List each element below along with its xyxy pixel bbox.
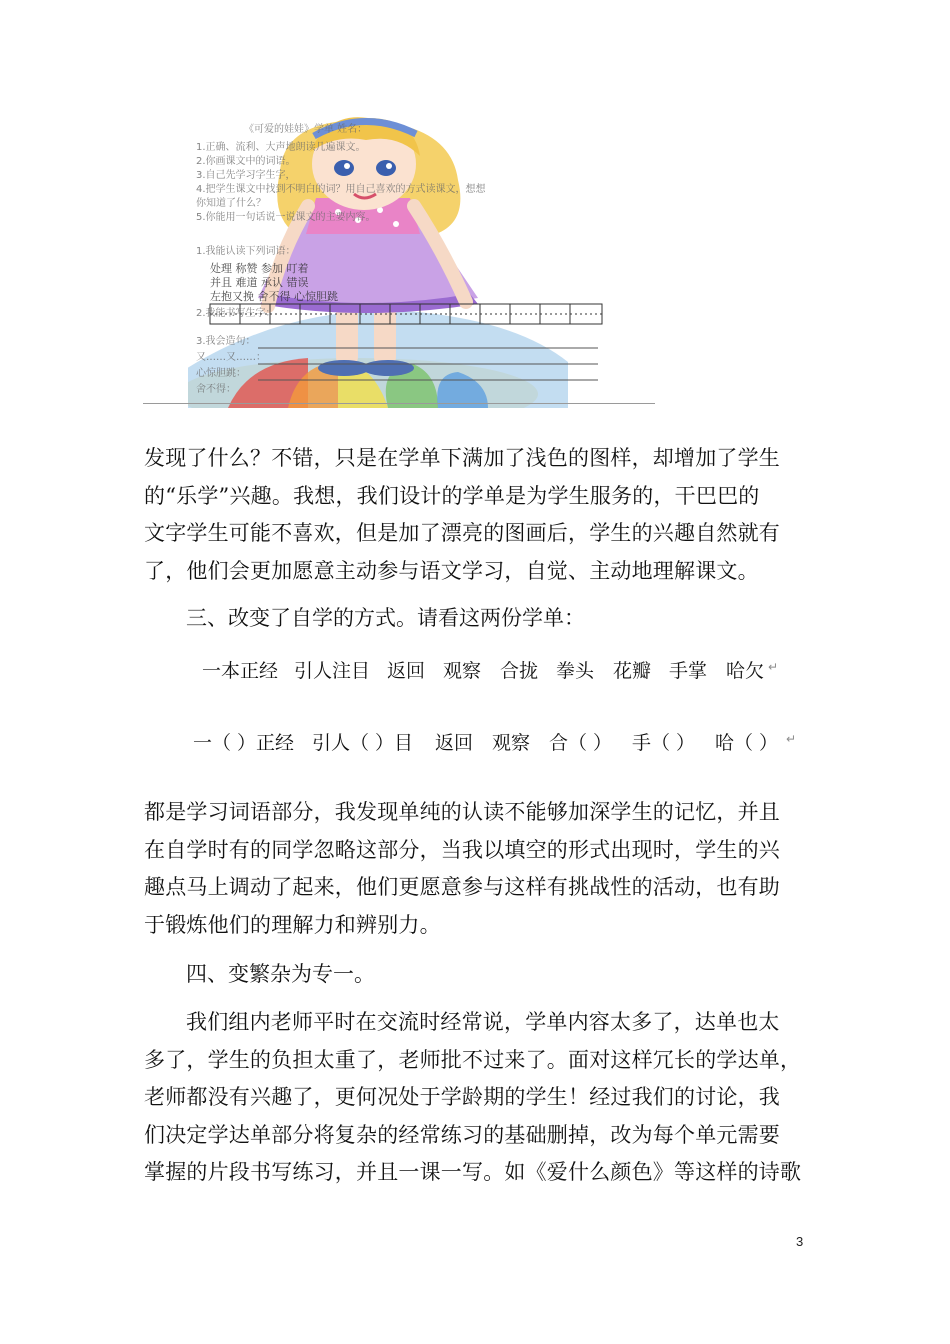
text-line: 都是学习词语部分，我发现单纯的认读不能够加深学生的记忆，并且 [144,800,780,824]
text-line: 多了，学生的负担太重了，老师批不过来了。面对这样冗长的学达单， [144,1047,802,1072]
word-item: 引人注目 [294,660,371,682]
worksheet-word-line: 处理 称赞 参加 叮着 [210,262,309,275]
word-item: 花瓣 [613,660,652,682]
figure-divider [143,403,655,404]
worksheet-line: 心惊胆跳： [196,368,246,379]
worksheet-word-line: 并且 难道 承认 错误 [210,276,309,289]
section-heading-4: 四、变繁杂为专一。 [186,962,375,986]
text-line: 发现了什么？不错，只是在学单下满加了浅色的图样，却增加了学生 [144,446,780,470]
blank-word-item: 一（ ）正经 [193,732,295,754]
worksheet-line: 5.你能用一句话说一说课文的主要内容。 [196,212,376,223]
worksheet-line: 1.我能认读下列词语： [196,246,296,257]
text-line: 于锻炼他们的理解力和辨别力。 [144,912,441,937]
blank-word-item: 引人（ ）目 [312,732,414,754]
worksheet-line: 4.把学生课文中找到不明白的词？用自己喜欢的方式读课文，想想 [196,184,486,195]
worksheet-header: 《可爱的娃娃》学单 姓名： [244,124,368,135]
text-line: 们决定学达单部分将复杂的经常练习的基础删掉，改为每个单元需要 [144,1122,780,1147]
text-line: 掌握的片段书写练习，并且一课一写。如《爱什么颜色》等这样的诗歌 [144,1160,802,1185]
paragraph-mark: ↵ [786,732,797,746]
worksheet-word-line: 左抱又挽 舍不得 心惊胆跳 [210,290,338,303]
blank-word-item: 手（ ） [632,732,696,754]
blank-word-item: 哈（ ） [715,732,779,754]
worksheet-line: 舍不得： [196,384,236,395]
text-line: 文字学生可能不喜欢，但是加了漂亮的图画后，学生的兴趣自然就有 [144,521,780,546]
paragraph-vocabulary [144,794,808,944]
worksheet-line: 2.我能书写生字： [196,308,276,319]
word-item: 观察 [443,660,482,682]
text-line: 我们组内老师平时在交流时经常说，学单内容太多了，达单也太 [186,1010,780,1034]
word-item: 返回 [387,660,426,682]
text-line: 趣点马上调动了起来，他们更愿意参与这样有挑战性的活动，也有助 [144,875,780,900]
section-heading-3: 三、改变了自学的方式。请看这两份学单： [186,606,585,630]
blank-word-item: 返回 [435,732,474,754]
text-line: 的“乐学”兴趣。我想，我们设计的学单是为学生服务的，干巴巴的 [144,483,760,508]
worksheet-line: 又……又……： [196,352,266,363]
text-line: 在自学时有的同学忽略这部分，当我以填空的形式出现时，学生的兴 [144,837,780,862]
worksheet-line: 3.自己先学习字生字， [196,170,296,181]
worksheet-line: 3.我会造句： [196,336,256,347]
word-item: 哈欠 [726,660,765,682]
worksheet-line: 1.正确、流利、大声地朗读几遍课文。 [196,142,366,153]
word-item: 一本正经 [202,660,279,682]
worksheet-line: 你知道了什么？ [196,198,266,209]
word-item: 合拢 [500,660,539,682]
blank-word-item: 观察 [492,732,531,754]
text-line: 老师都没有兴趣了，更何况处于学龄期的学生！经过我们的讨论，我 [144,1085,780,1110]
paragraph-simplify [144,1004,808,1192]
word-item: 拳头 [556,660,595,682]
page-number: 3 [796,1234,804,1249]
paragraph-intro [144,440,808,590]
worksheet-illustration [188,112,608,408]
blank-word-item: 合（ ） [549,732,613,754]
word-item: 手掌 [669,660,708,682]
paragraph-mark: ↵ [768,660,779,674]
text-line: 了，他们会更加愿意主动参与语文学习，自觉、主动地理解课文。 [144,558,759,583]
worksheet-line: 2.你画课文中的词语。 [196,156,296,167]
